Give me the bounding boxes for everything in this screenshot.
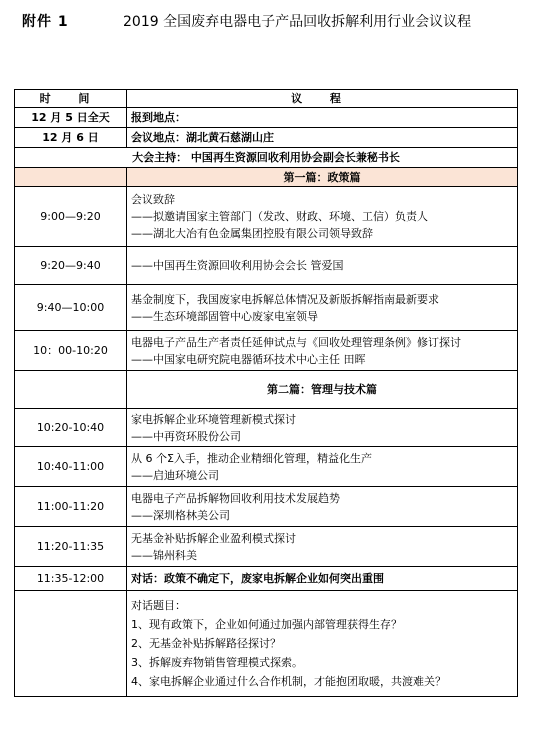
row-time: 11:35-12:00 [15, 567, 127, 591]
agenda-item [127, 527, 518, 567]
row-time: 11:20-11:35 [15, 527, 127, 567]
agenda-item [127, 247, 518, 285]
table-row [15, 527, 518, 567]
table-row [15, 567, 518, 591]
section-row [15, 371, 518, 409]
topic-item: 3、拆解废弃物销售管理模式探索。 [131, 656, 303, 669]
table-row [15, 447, 518, 487]
agenda-line: ——深圳格林美公司 [131, 508, 230, 522]
agenda-line: 会议致辞 [131, 193, 175, 206]
agenda-item [127, 409, 518, 447]
agenda-line: 从 6 个Σ入手，推动企业精细化管理，精益化生产 [131, 451, 372, 465]
row-time: 10:40-11:00 [15, 447, 127, 487]
agenda-line: ——中国家电研究院电器循环技术中心主任 田晖 [131, 352, 366, 366]
row-time: 12 月 6 日 [15, 128, 127, 148]
row-time: 9:20—9:40 [15, 247, 127, 285]
agenda-item [127, 331, 518, 371]
agenda-line: ——生态环境部固管中心废家电室领导 [131, 309, 318, 323]
agenda-item [127, 447, 518, 487]
agenda-line: 电器电子产品生产者责任延伸试点与《回收处理管理条例》修订探讨 [131, 335, 461, 349]
row-time: 10:20-10:40 [15, 409, 127, 447]
section-management: 第二篇：管理与技术篇 [127, 371, 518, 409]
row-time: 9:40—10:00 [15, 285, 127, 331]
topic-item: 4、家电拆解企业通过什么合作机制，才能抱团取暖，共渡难关？ [131, 675, 446, 688]
row-time: 11:00-11:20 [15, 487, 127, 527]
table-row [15, 331, 518, 371]
agenda-item [127, 487, 518, 527]
topics-heading: 对话题目： [131, 599, 186, 612]
agenda-line: ——中再资环股份公司 [131, 429, 241, 443]
agenda-table [14, 89, 518, 697]
agenda-item [127, 285, 518, 331]
topic-item: 2、无基金补贴拆解路径探讨？ [131, 637, 281, 650]
host-row [15, 148, 518, 168]
agenda-line: 电器电子产品拆解物回收利用技术发展趋势 [131, 491, 340, 505]
topics-blank-cell [15, 591, 127, 697]
agenda-line: ——中国再生资源回收利用协会会长 管爱国 [131, 259, 344, 272]
meeting-location: 会议地点：湖北黄石慈湖山庄 [127, 128, 518, 148]
document-title: 2019 全国废弃电器电子产品回收拆解利用行业会议议程 [123, 14, 472, 30]
table-row [15, 247, 518, 285]
page-header [0, 8, 534, 32]
agenda-line: ——湖北大冶有色金属集团控股有限公司领导致辞 [131, 227, 373, 240]
section-policy: 第一篇：政策篇 [127, 168, 518, 187]
agenda-line: 家电拆解企业环境管理新模式探讨 [131, 412, 296, 426]
table-row [15, 285, 518, 331]
table-row [15, 187, 518, 247]
table-row [15, 487, 518, 527]
row-time: 9:00—9:20 [15, 187, 127, 247]
table-row [15, 108, 518, 128]
host-text: 大会主持： 中国再生资源回收利用协会副会长兼秘书长 [15, 148, 518, 168]
registration-location: 报到地点： [127, 108, 518, 128]
table-header-row [15, 90, 518, 108]
section-blank-cell [15, 168, 127, 187]
agenda-item [127, 187, 518, 247]
column-header-time: 时 间 [15, 90, 127, 108]
section-row [15, 168, 518, 187]
agenda-line: ——拟邀请国家主管部门（发改、财政、环境、工信）负责人 [131, 210, 428, 223]
table-row [15, 128, 518, 148]
agenda-line: 基金制度下，我国废家电拆解总体情况及新版拆解指南最新要求 [131, 292, 439, 306]
agenda-line: 无基金补贴拆解企业盈利模式探讨 [131, 531, 296, 545]
column-header-agenda: 议 程 [127, 90, 518, 108]
dialog-topics [127, 591, 518, 697]
agenda-line: ——锦州科美 [131, 548, 197, 562]
topics-row [15, 591, 518, 697]
table-row [15, 409, 518, 447]
row-time: 10：00-10:20 [15, 331, 127, 371]
agenda-line: ——启迪环境公司 [131, 468, 219, 482]
row-time: 12 月 5 日全天 [15, 108, 127, 128]
section-blank-cell [15, 371, 127, 409]
topic-item: 1、现有政策下，企业如何通过加强内部管理获得生存？ [131, 618, 402, 631]
dialog-title: 对话：政策不确定下，废家电拆解企业如何突出重围 [127, 567, 518, 591]
attachment-label: 附件 1 [22, 14, 69, 30]
